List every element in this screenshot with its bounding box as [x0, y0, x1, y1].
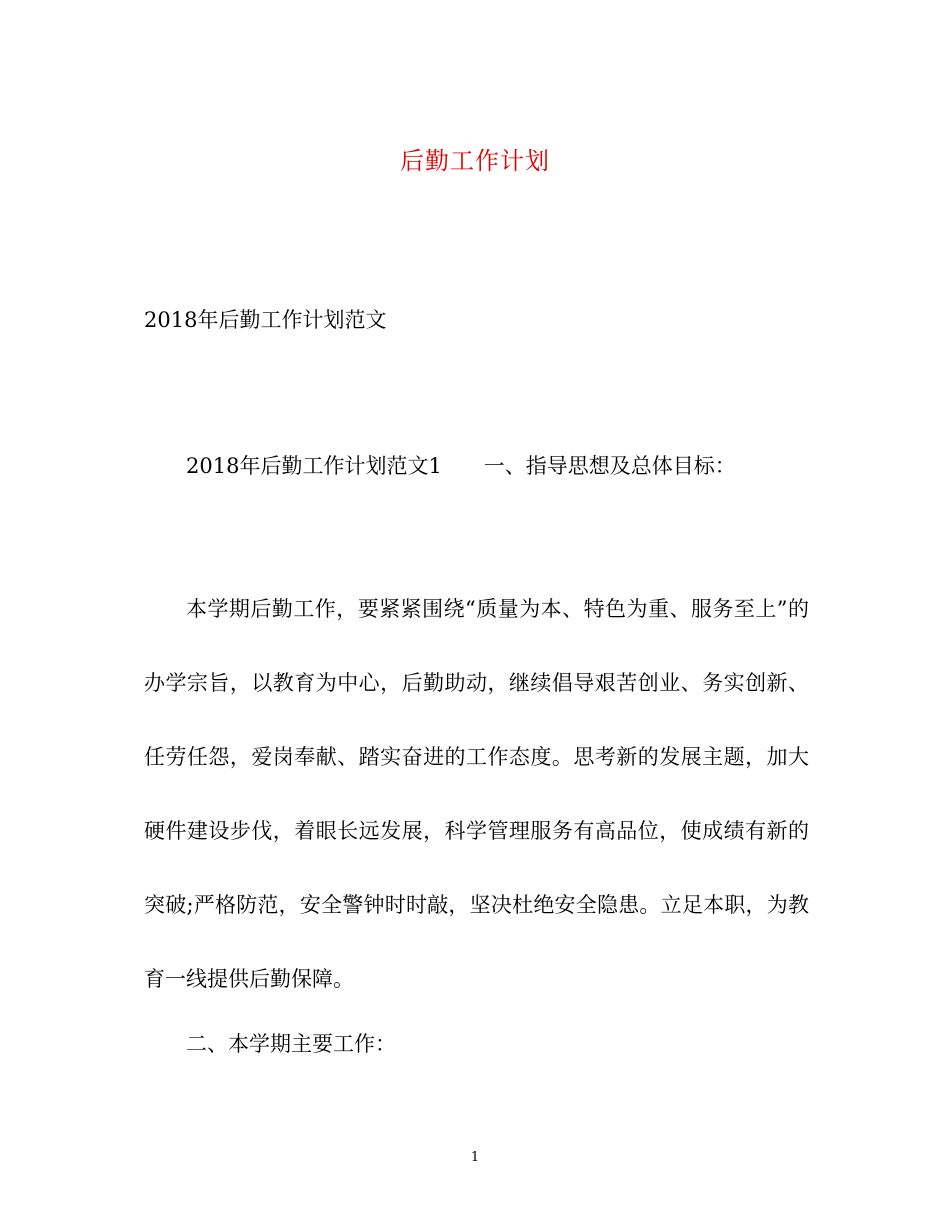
page-number: 1 [470, 1150, 480, 1165]
paragraph-1: 本学期后勤工作，要紧紧围绕“质量为本、特色为重、服务至上”的办学宗旨，以教育为中心，后勤助动，继续倡导艰苦创业、务实创新、任劳任怨，爱岗奉献、踏实奋进的工作态度。思考新的发展主题，加大硬件建设步伐，着眼长远发展，科学管理服务有高品位，使成绩有新的突破;严格防范，安全警钟时时敲，坚决杜绝安全隐患。立足本职，为教育一线提供后勤保障。 [144, 597, 809, 991]
section-heading: 2018年后勤工作计划范文1 一、指导思想及总体目标： [186, 454, 736, 478]
document-subtitle: 2018年后勤工作计划范文 [144, 308, 387, 332]
document-title: 后勤工作计划 [400, 147, 550, 175]
heading-2: 二、本学期主要工作： [186, 1032, 396, 1056]
